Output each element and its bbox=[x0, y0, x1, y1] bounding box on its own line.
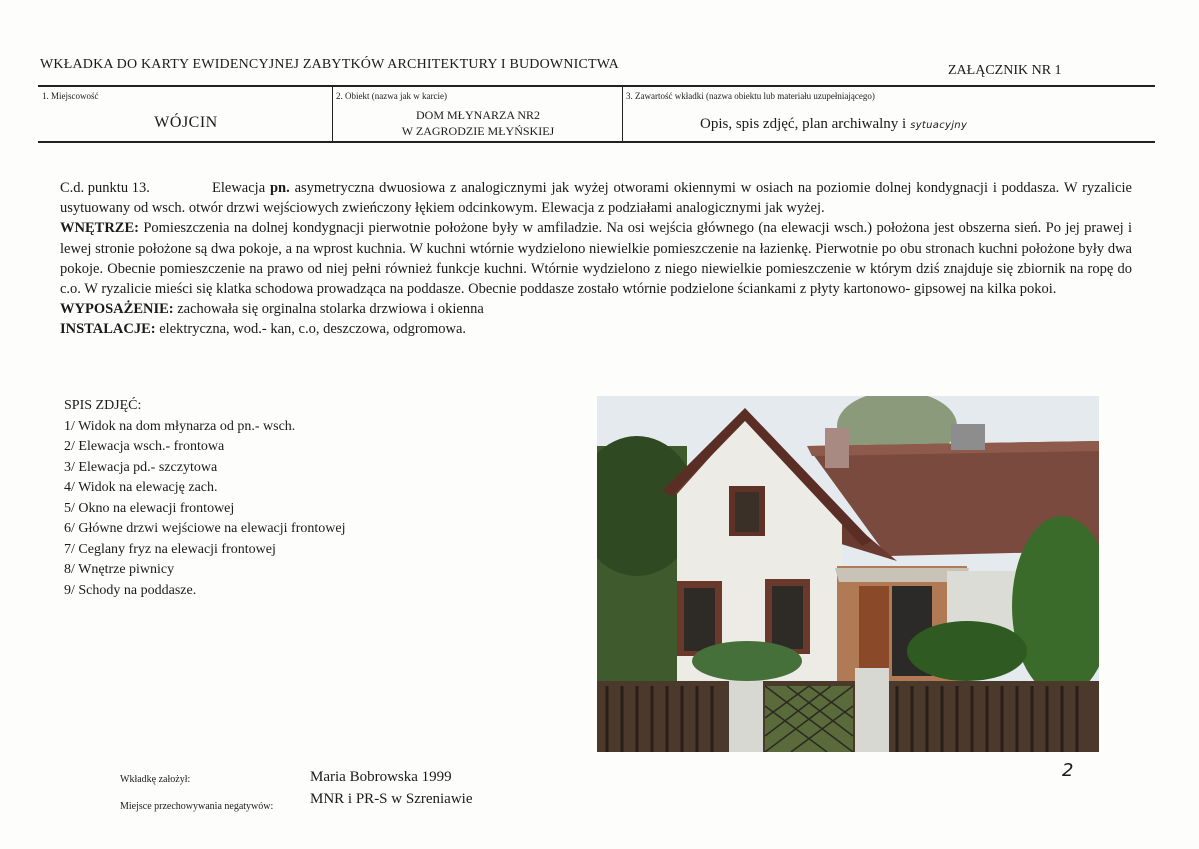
photo-list bbox=[64, 396, 345, 601]
author-value: Maria Bobrowska 1999 bbox=[310, 769, 452, 785]
object-value-line2: W ZAGRODZIE MŁYŃSKIEJ bbox=[401, 124, 555, 138]
contents-value bbox=[700, 116, 967, 133]
house-photo bbox=[597, 396, 1099, 752]
elevation-text-b: asymetryczna dwuosiowa z analogicznymi jak wyżej otworami okiennymi w osiach na poziomie dolnej kondygnacji i poddasza. W ryzalicie usytuowany od wsch. otwór drzwi wejściowych zwieńczony łękiem odcinkowym. Elewacja z podziałami analogicznymi jak wyżej. bbox=[60, 180, 1132, 217]
photo-list-item: 8/ Wnętrze piwnicy bbox=[64, 562, 175, 577]
handwritten-note: sytuacyjny bbox=[910, 120, 968, 131]
contents-label: 3. Zawartość wkładki (nazwa obiektu lub materiału uzupełniającego) bbox=[626, 91, 875, 101]
page-number: 2 bbox=[1062, 760, 1074, 781]
object-value bbox=[333, 107, 623, 139]
continuation-label: C.d. punktu 13. bbox=[60, 180, 150, 196]
locality-value: WÓJCIN bbox=[154, 114, 218, 131]
storage-label: Miejsce przechowywania negatywów: bbox=[120, 801, 274, 812]
elevation-bold: pn. bbox=[269, 180, 290, 196]
photo-list-item: 3/ Elewacja pd.- szczytowa bbox=[64, 459, 218, 475]
photo-list-item: 7/ Ceglany fryz na elewacji frontowej bbox=[64, 541, 276, 557]
installations-paragraph bbox=[60, 319, 1132, 339]
interior-text: Pomieszczenia na dolnej kondygnacji pierwotnie położone były w amfiladzie. Na osi wejścia głównego (na elewacji wsch.) położona jest obszerna sień. Po jej prawej i lewej stronie położone są dwa pokoje, a na wprost kuchnia. W kuchni wtórnie wydzielono niewielkie pomieszczenie na łazienkę. Pierwotnie po obu stronach kuchni położone były dwa pokoje. Obecnie pomieszczenie na prawo od niej pełni również funkcje kuchni. Wtórnie wydzielono z niego niewielkie pomieszczenie w którym dziś znajduje się zbiornik na ropę do c.o. W ryzalicie mieści się klatka schodowa prowadząca na poddasze. Obecnie poddasze zostało wtórnie podzielone ściankami z płyty kartonowo- gipsowej na kilka pokoi. bbox=[60, 220, 1132, 298]
author-label: Wkładkę założył: bbox=[120, 774, 191, 785]
equipment-text: zachowała się orginalna stolarka drzwiowa i okienna bbox=[173, 301, 484, 318]
annex-number: ZAŁĄCZNIK NR 1 bbox=[948, 63, 1062, 78]
contents-text: Opis, spis zdjęć, plan archiwalny i bbox=[700, 116, 907, 132]
header-rule-bottom bbox=[38, 141, 1155, 143]
locality-label: 1. Miejscowość bbox=[42, 91, 99, 101]
header-rule-top bbox=[38, 85, 1155, 87]
storage-value: MNR i PR-S w Szreniawie bbox=[310, 791, 473, 807]
photo-list-item: 6/ Główne drzwi wejściowe na elewacji frontowej bbox=[64, 521, 346, 536]
object-label: 2. Obiekt (nazwa jak w karcie) bbox=[336, 91, 447, 101]
elevation-text-a: Elewacja bbox=[212, 180, 270, 196]
installations-label: INSTALACJE: bbox=[60, 321, 156, 338]
document-title: WKŁADKA DO KARTY EWIDENCYJNEJ ZABYTKÓW ARCHITEKTURY I BUDOWNICTWA bbox=[40, 57, 619, 72]
photo-list-item: 9/ Schody na poddasze. bbox=[64, 582, 197, 598]
elevation-paragraph bbox=[60, 178, 1132, 218]
interior-paragraph bbox=[60, 218, 1132, 299]
photo-list-item: 4/ Widok na elewację zach. bbox=[64, 480, 218, 495]
photo-list-item: 1/ Widok na dom młynarza od pn.- wsch. bbox=[64, 418, 296, 434]
installations-text: elektryczna, wod.- kan, c.o, deszczowa, odgromowa. bbox=[155, 321, 467, 338]
object-value-line1: DOM MŁYNARZA NR2 bbox=[415, 108, 540, 122]
interior-label: WNĘTRZE: bbox=[60, 220, 139, 237]
equipment-paragraph bbox=[60, 299, 1132, 319]
photo-list-item: 5/ Okno na elewacji frontowej bbox=[64, 500, 235, 516]
description-body bbox=[60, 178, 1132, 340]
house-photo-image bbox=[597, 396, 1099, 752]
photo-list-item: 2/ Elewacja wsch.- frontowa bbox=[64, 439, 225, 454]
photo-list-title: SPIS ZDJĘĆ: bbox=[64, 398, 142, 413]
equipment-label: WYPOSAŻENIE: bbox=[60, 301, 174, 318]
